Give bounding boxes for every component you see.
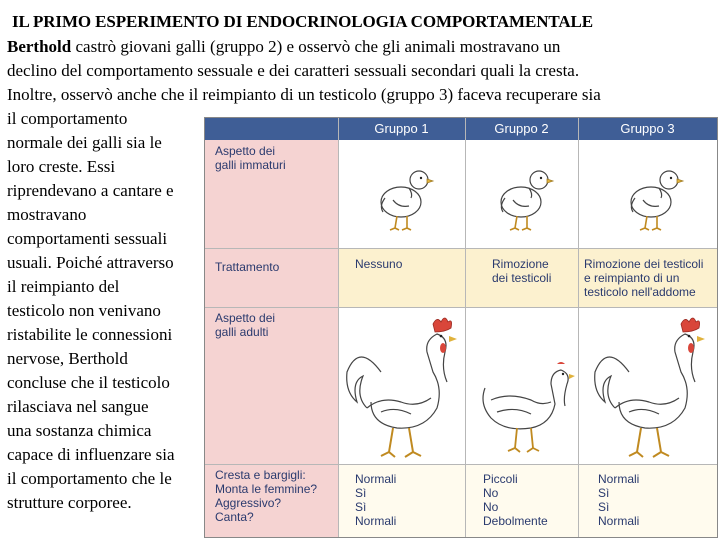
cell-line: No	[483, 486, 499, 500]
text-line: normale dei galli sia le	[7, 133, 162, 152]
intro-line-2: declino del comportamento sessuale e dei caratteri sessuali secondari quali la cresta.	[7, 61, 580, 80]
cell-line: No	[483, 500, 499, 514]
header-gruppo-2: Gruppo 2	[465, 118, 578, 140]
text-line: loro creste. Essi	[7, 157, 116, 176]
row-label-line: Aspetto dei	[215, 311, 276, 325]
treatment-gruppo-3	[584, 257, 703, 299]
cell-line: Rimozione	[492, 257, 549, 271]
treatment-gruppo-1	[355, 257, 402, 271]
header-corner	[205, 118, 338, 140]
row-label-line: galli adulti	[215, 325, 269, 339]
text-line: una sostanza chimica	[7, 421, 152, 440]
row-label-line: Trattamento	[215, 260, 280, 274]
grid-line	[578, 118, 579, 537]
cell-line: Normali	[598, 472, 640, 486]
text-line: nervose, Berthold	[7, 349, 128, 368]
experiment-table	[204, 117, 718, 538]
treatment-gruppo-2	[492, 257, 551, 285]
rooster-illustration-gruppo-3	[587, 312, 713, 462]
intro-line-3: Inoltre, osservò anche che il reimpianto di un testicolo (gruppo 3) faceva recuperare sia	[7, 85, 601, 104]
grid-line	[338, 118, 339, 537]
text-line: capace di influenzare sia	[7, 445, 175, 464]
chick-illustration-gruppo-2	[485, 158, 565, 238]
text-line: rilasciava nel sangue	[7, 397, 149, 416]
cell-line: Sì	[355, 500, 367, 514]
text-line: mostravano	[7, 205, 87, 224]
row-label-line: Aggressivo?	[215, 496, 282, 510]
cell-line: Normali	[355, 472, 397, 486]
cell-line: Rimozione dei testicoli	[584, 257, 704, 271]
cell-line: Nessuno	[355, 257, 403, 271]
cell-line: Piccoli	[483, 472, 518, 486]
traits-gruppo-1	[355, 472, 396, 528]
cell-line: Debolmente	[483, 514, 548, 528]
header-gruppo-3: Gruppo 3	[578, 118, 717, 140]
grid-line	[205, 248, 717, 249]
text-line: usuali. Poiché attraverso	[7, 253, 174, 272]
header-gruppo-1: Gruppo 1	[338, 118, 465, 140]
intro-paragraph	[7, 35, 713, 107]
row-label-line: Monta le femmine?	[215, 482, 318, 496]
text-line: ristabilite le connessioni	[7, 325, 173, 344]
left-column-text	[7, 107, 207, 515]
grid-line	[205, 307, 717, 308]
text-line: comportamenti sessuali	[7, 229, 168, 248]
grid-line	[465, 118, 466, 537]
cell-line: Sì	[598, 486, 610, 500]
cell-line: Sì	[598, 500, 610, 514]
row-label-immature	[205, 140, 338, 248]
cell-line: e reimpianto di un	[584, 271, 680, 285]
grid-line	[205, 464, 717, 465]
row-label-treatment	[205, 248, 338, 307]
cell-line: Normali	[355, 514, 397, 528]
row-label-line: galli immaturi	[215, 158, 286, 172]
cell-line: testicolo nell'addome	[584, 285, 696, 299]
cell-line: Sì	[355, 486, 367, 500]
intro-line-1	[7, 35, 713, 59]
row-label-line: Canta?	[215, 510, 254, 524]
text-line: concluse che il testicolo	[7, 373, 170, 392]
berthold-name: Berthold	[7, 37, 72, 56]
capon-illustration-gruppo-2	[475, 348, 575, 458]
rooster-illustration-gruppo-1	[341, 312, 463, 462]
page-title: IL PRIMO ESPERIMENTO DI ENDOCRINOLOGIA COMPORTAMENTALE	[12, 12, 594, 31]
traits-gruppo-3	[598, 472, 639, 528]
chick-illustration-gruppo-1	[365, 158, 445, 238]
cell-line: dei testicoli	[492, 271, 552, 285]
text-line: il comportamento	[7, 109, 128, 128]
traits-gruppo-2	[483, 472, 548, 528]
row-label-adult	[205, 307, 338, 464]
text-line: il comportamento che le	[7, 469, 172, 488]
row-label-line: Aspetto dei	[215, 144, 276, 158]
text-line: riprendevano a cantare e	[7, 181, 174, 200]
intro-line-1-text: castrò giovani galli (gruppo 2) e osservò che gli animali mostravano un	[71, 37, 561, 56]
cell-line: Normali	[598, 514, 640, 528]
row-label-traits	[205, 464, 338, 537]
text-line: strutture corporee.	[7, 493, 132, 512]
row-label-line: Cresta e bargigli:	[215, 468, 306, 482]
text-line: testicolo non venivano	[7, 301, 161, 320]
text-line: il reimpianto del	[7, 277, 120, 296]
chick-illustration-gruppo-3	[615, 158, 695, 238]
